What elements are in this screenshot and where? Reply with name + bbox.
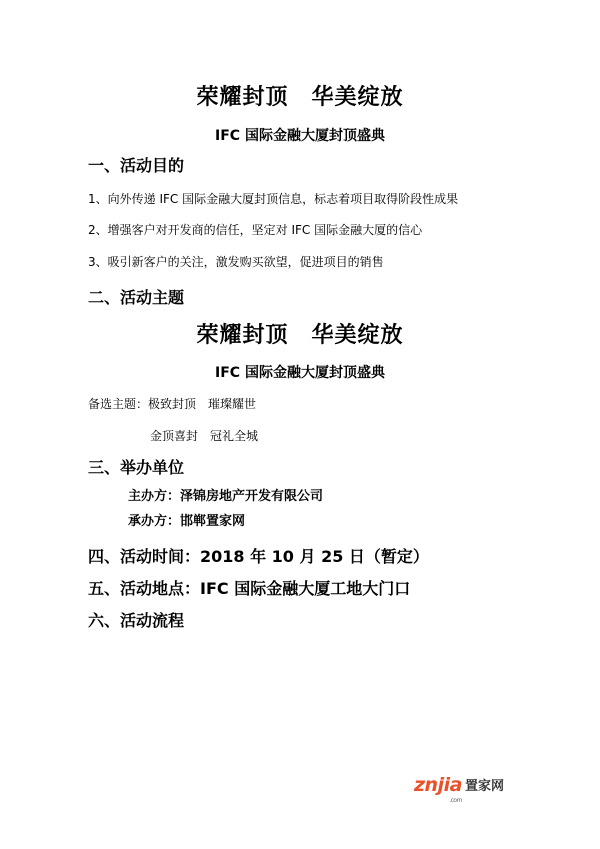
logo-brand: znjia .com — [414, 774, 462, 804]
organizer-line: 承办方：邯郸置家网 — [128, 514, 246, 529]
alternate-theme-line-2: 金顶喜封 冠礼全城 — [150, 429, 259, 443]
theme-title: 荣耀封顶 华美绽放 — [196, 323, 404, 348]
logo-domain: .com — [449, 797, 462, 804]
theme-subtitle: IFC 国际金融大厦封顶盛典 — [215, 365, 385, 381]
section-purpose-heading: 一、活动目的 — [88, 156, 185, 175]
section-time-heading: 四、活动时间：2018 年 10 月 25 日（暂定） — [88, 547, 429, 566]
alternate-theme-line-1: 备选主题：极致封顶 璀璨耀世 — [88, 397, 257, 411]
host-line: 主办方：泽锦房地产开发有限公司 — [128, 489, 324, 504]
section-process-heading: 六、活动流程 — [88, 611, 185, 630]
logo-chinese-name: 置家网 — [464, 779, 504, 794]
document-subtitle: IFC 国际金融大厦封顶盛典 — [215, 128, 385, 144]
section-location-heading: 五、活动地点：IFC 国际金融大厦工地大门口 — [88, 579, 411, 598]
section-organizers-heading: 三、举办单位 — [88, 458, 185, 477]
purpose-item-1: 1、向外传递 IFC 国际金融大厦封顶信息，标志着项目取得阶段性成果 — [88, 192, 459, 206]
purpose-item-2: 2、增强客户对开发商的信任，坚定对 IFC 国际金融大厦的信心 — [88, 223, 423, 237]
purpose-item-3: 3、吸引新客户的关注，激发购买欲望，促进项目的销售 — [88, 255, 384, 269]
document-title: 荣耀封顶 华美绽放 — [196, 85, 404, 110]
znjia-logo — [414, 774, 504, 804]
section-theme-heading: 二、活动主题 — [88, 288, 185, 307]
